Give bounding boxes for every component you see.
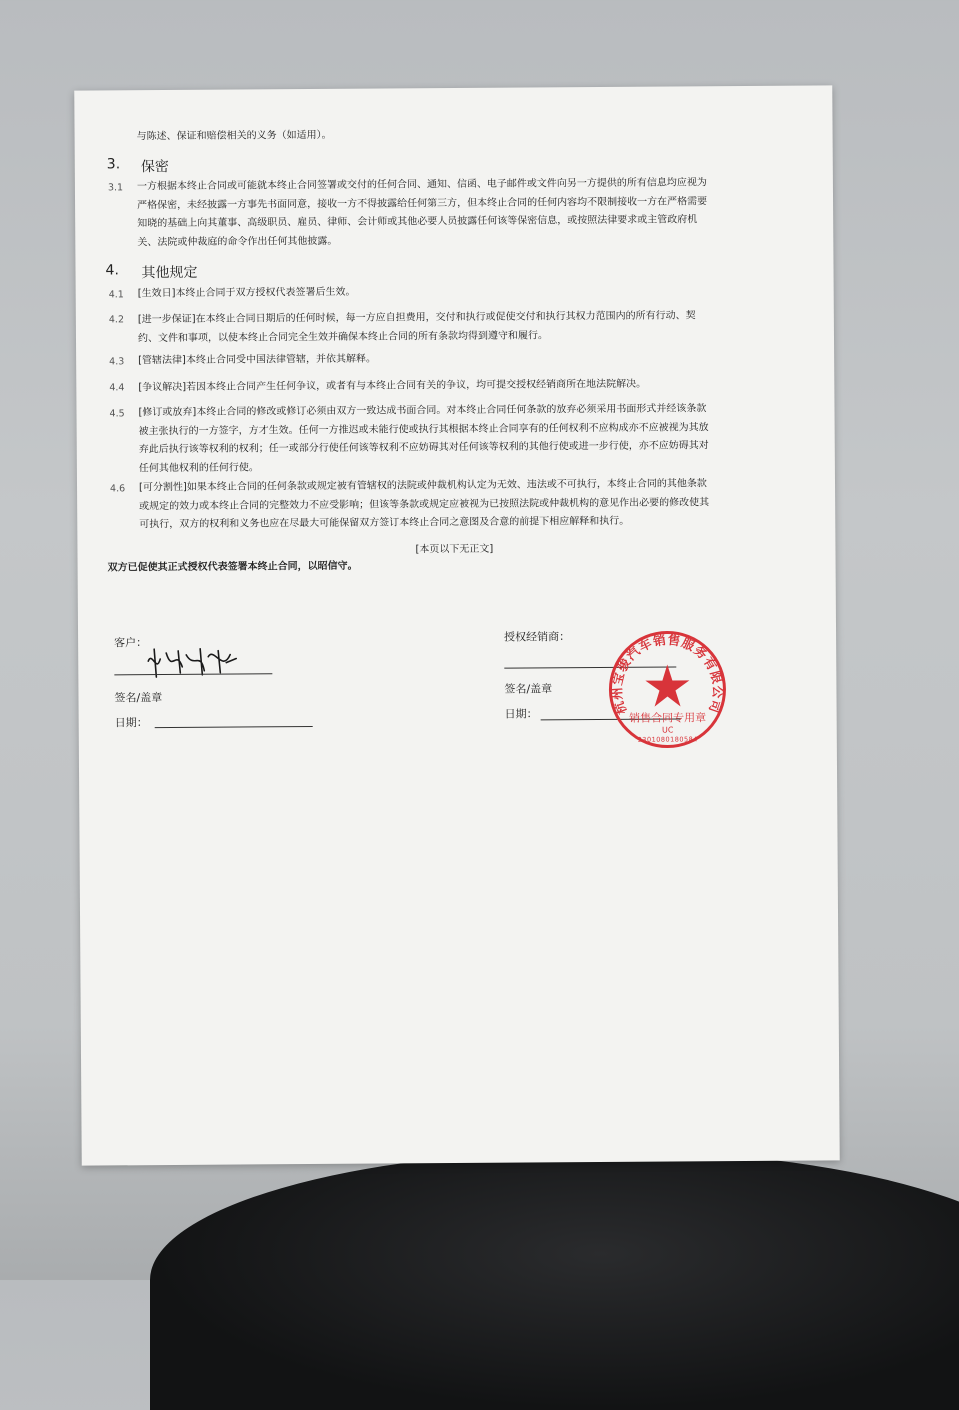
clause-4-3-number: 4.3 — [109, 356, 125, 368]
clause-3-1-text: 一方根据本终止合同或可能就本终止合同签署或交付的任何合同、通知、信函、电子邮件或文件向另一方提供的所有信息均应视为 严格保密，未经披露一方事先书面同意，接收一方不得披露给任何第三方，但本终止合同的任何内容均不限制接收一方在严格需要 知晓的基础上向其董事、高级职员、雇员、律师、会计师或其他必要人员披露任何该等保密信息，或按照法律要求或主管政府机 关、法院或仲裁庭的命令作出任何其他披露。 — [136, 177, 708, 248]
svg-text:杭州宝骏汽车销售服务有限公司: 杭州宝骏汽车销售服务有限公司 — [609, 631, 726, 717]
customer-date-label: 日期： — [114, 716, 148, 730]
clause-4-1-text: [生效日]本终止合同于双方授权代表签署后生效。 — [137, 286, 356, 300]
clause-4-6-number: 4.6 — [109, 483, 126, 495]
top-line: 与陈述、保证和赔偿相关的义务（如适用）。 — [136, 129, 332, 143]
company-seal — [606, 628, 729, 751]
document-page — [74, 85, 839, 1165]
clause-4-5-text: [修订或放弃]本终止合同的修改或修订必须由双方一致达成书面合同。对本终止合同任何条款的放弃必须采用书面形式并经该条款 被主张执行的一方签字，方才生效。任何一方推迟或未能行使或执行其根据本终止合同享有的任何权利不应构成亦不应被视为其放 弃此后执行该等权利的权利；任一或部分行使任何该等权利不应妨碍其对任何该等权利的其他行使或进一步行使，亦不应妨碍其对 任何其他权利的任何行使。 — [138, 403, 709, 474]
clause-4-5-number: 4.5 — [109, 408, 125, 420]
background-object — [150, 1150, 959, 1410]
customer-label: 客户： — [114, 636, 148, 650]
clause-4-4-text: [争议解决]若因本终止合同产生任何争议，或者有与本终止合同有关的争议，均可提交授权经销商所在地法院解决。 — [138, 378, 647, 394]
dealer-date-label: 日期： — [504, 707, 538, 721]
svg-text:UC: UC — [661, 725, 674, 735]
svg-text:3301080180584: 3301080180584 — [637, 735, 698, 744]
section-3-number: 3. — [106, 156, 121, 173]
customer-sign-label: 签名/盖章 — [114, 691, 163, 705]
clause-4-4-number: 4.4 — [109, 382, 125, 394]
clause-4-2-text: [进一步保证]在本终止合同日期后的任何时候，每一方应自担费用，交付和执行或促使交付和执行其权力范围内的所有行动、契 约、文件和事项，以使本终止合同完全生效并确保本终止合同的所有条款均得到遵守和履行。 — [137, 310, 696, 344]
svg-text:销售合同专用章: 销售合同专用章 — [629, 711, 707, 725]
witness-statement: 双方已促使其正式授权代表签署本终止合同，以昭信守。 — [107, 560, 358, 574]
clause-4-2-number: 4.2 — [108, 314, 125, 326]
customer-date-line — [155, 726, 313, 728]
section-4-number: 4. — [105, 262, 119, 279]
section-3-title: 保密 — [140, 159, 169, 176]
clause-4-3-text: [管辖法律]本终止合同受中国法律管辖，并依其解释。 — [138, 353, 376, 367]
clause-4-1-number: 4.1 — [108, 289, 124, 301]
section-4-title: 其他规定 — [141, 264, 198, 282]
clause-3-1-number: 3.1 — [107, 182, 124, 194]
dealer-label: 授权经销商： — [504, 630, 571, 644]
dealer-sign-label: 签名/盖章 — [504, 682, 553, 696]
clause-4-6-text: [可分割性]如果本终止合同的任何条款或规定被有管辖权的法院或仲裁机构认定为无效、违法或不可执行，本终止合同的其他条款 或规定的效力或本终止合同的完整效力不应受影响；但该等条款或规定应被视为已按照法院或仲裁机构的意见作出必要的修改使其 可执行，双方的权利和义务也应在尽最大可能保留双方签订本终止合同之意图及合意的前提下相应解释和执行。 — [138, 478, 710, 531]
end-of-text-note: [本页以下无正文] — [415, 543, 494, 556]
handwritten-signature — [142, 643, 242, 684]
